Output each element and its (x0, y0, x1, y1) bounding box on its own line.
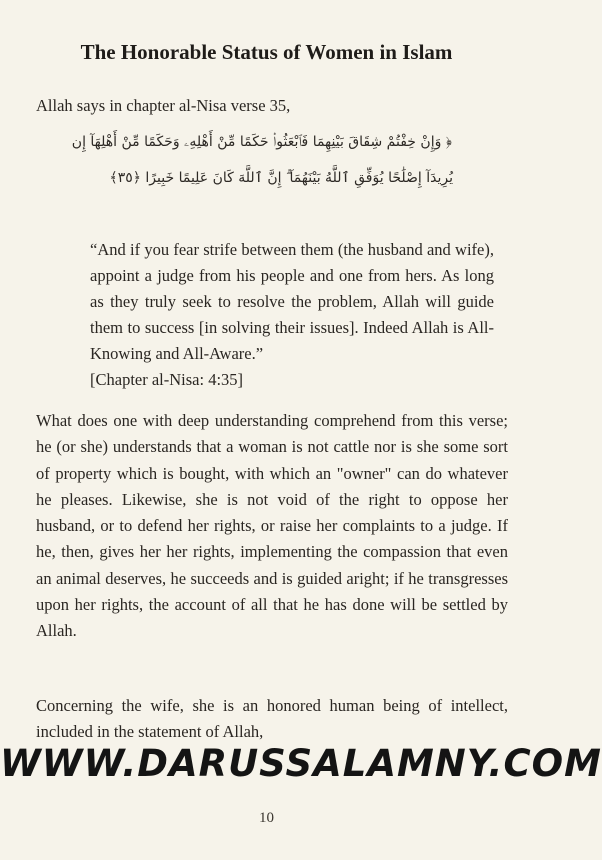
arabic-verse-line-2: يُرِيدَآ إِصْلَٰحًا يُوَفِّقِ ٱللَّهُ بَيْنَهُمَآ ۗ إِنَّ ٱللَّهَ كَانَ عَلِيمًا خَبِيرًا ﴿٣٥﴾ (109, 170, 453, 186)
page-number: 10 (259, 810, 274, 826)
quote-text: “And if you fear strife between them (the husband and wife), appoint a judge from his people and one from hers. As long as they truly seek to resolve the problem, Allah will guide them to success [in solving their issues]. Indeed Allah is All-Knowing and All-Aware.” (90, 240, 494, 363)
page-title: The Honorable Status of Women in Islam (80, 40, 453, 64)
watermark: WWW.DARUSSALAMNY.COM (0, 742, 602, 785)
quote-reference: [Chapter al-Nisa: 4:35] (90, 370, 244, 389)
verse-translation (90, 237, 494, 393)
paragraph-2: Concerning the wife, she is an honored human being of intellect, included in the statement of Allah, (36, 696, 508, 741)
intro-text: Allah says in chapter al-Nisa verse 35, (36, 96, 291, 115)
paragraph-1: What does one with deep understanding comprehend from this verse; he (or she) understands that a woman is not cattle nor is she some sort of property which is bought, with which an "owner" can do whatever he pleases. Likewise, she is not void of the right to oppose her husband, or to defend her rights, or raise her complaints to a judge. If he, then, gives her her rights, implementing the compassion that even an animal deserves, he succeeds and is guided aright; if he transgresses upon her rights, the account of all that he has done will be settled by Allah. (36, 411, 508, 641)
arabic-verse-line-1: ﴿ وَإِنْ خِفْتُمْ شِقَاقَ بَيْنِهِمَا فَٱبْعَثُوا۟ حَكَمًا مِّنْ أَهْلِهِۦ وَحَكَمًا مِّنْ أَهْلِهَآ إِن (71, 134, 452, 150)
